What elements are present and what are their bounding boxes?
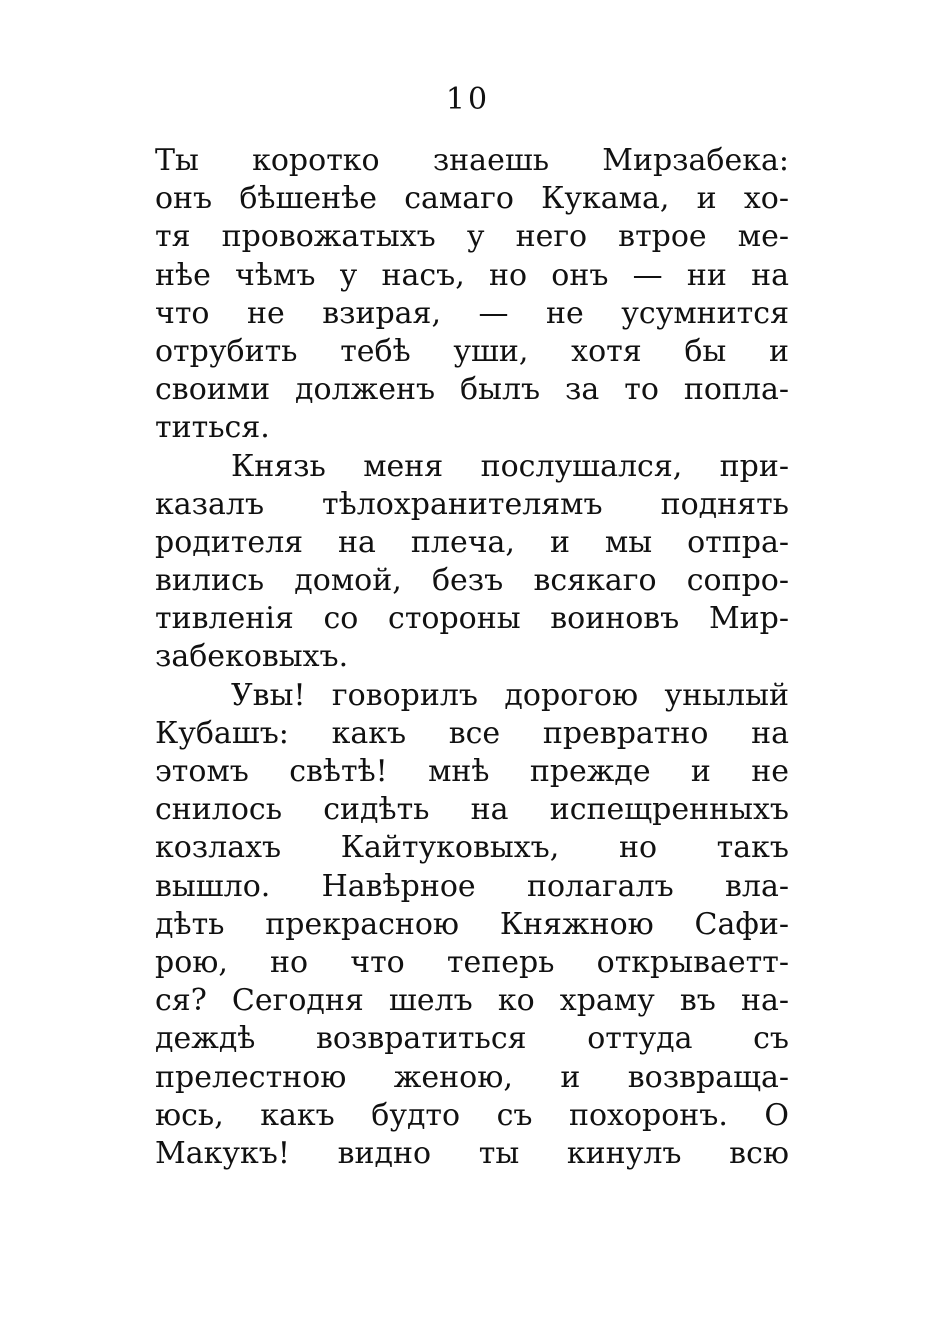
text-line: казалъ тѣлохранителямъ поднять — [155, 486, 789, 522]
text-line: отрубить тебѣ уши, хотя бы и — [155, 333, 789, 369]
text-line: онъ бѣшенѣе самаго Кукама, и хо- — [155, 181, 789, 217]
text-line: деждѣ возвратиться оттуда съ — [155, 1021, 789, 1057]
text-line: вились домой, безъ всякаго сопро- — [155, 563, 789, 599]
text-line: родителя на плеча, и мы отпра- — [155, 524, 789, 560]
text-line: забековыхъ. — [155, 639, 349, 675]
text-line: Ты коротко знаешь Мирзабека: — [155, 143, 789, 178]
text-line: вышло. Навѣрное полагалъ вла- — [155, 868, 789, 904]
text-line: что не взирая, — не усумнится — [155, 295, 789, 331]
text-line: Князь меня послушался, при- — [231, 448, 789, 484]
text-line: рою, но что теперь открываетт- — [155, 944, 789, 980]
text-line: Кубашъ: какъ все превратно на — [155, 715, 789, 751]
text-line: юсь, какъ будто съ похоронъ. О — [155, 1097, 789, 1133]
text-line: дѣть прекрасною Княжною Сафи- — [155, 906, 789, 942]
text-line: нѣе чѣмъ у насъ, но онъ — ни на — [155, 257, 789, 293]
text-line: прелестною женою, и возвраща- — [155, 1059, 789, 1095]
text-line: тя провожатыхъ у него втрое ме- — [155, 219, 789, 255]
text-line: снилось сидѣть на испещренныхъ — [155, 792, 789, 828]
text-line: титься. — [155, 410, 270, 446]
text-line: Увы! говорилъ дорогою унылый — [231, 677, 789, 713]
page-number: 10 — [445, 82, 491, 117]
text-line: своими долженъ былъ за то попла- — [155, 372, 789, 408]
text-line: козлахъ Кайтуковыхъ, но такъ — [155, 830, 789, 866]
text-line: этомъ свѣтѣ! мнѣ прежде и не — [155, 754, 789, 789]
text-line: тивленія со стороны воиновъ Мир- — [155, 601, 789, 637]
text-line: Макукъ! видно ты кинулъ всю — [155, 1135, 789, 1171]
text-line: ся? Сегодня шелъ ко храму въ на- — [155, 983, 789, 1019]
body-text — [155, 142, 789, 1173]
